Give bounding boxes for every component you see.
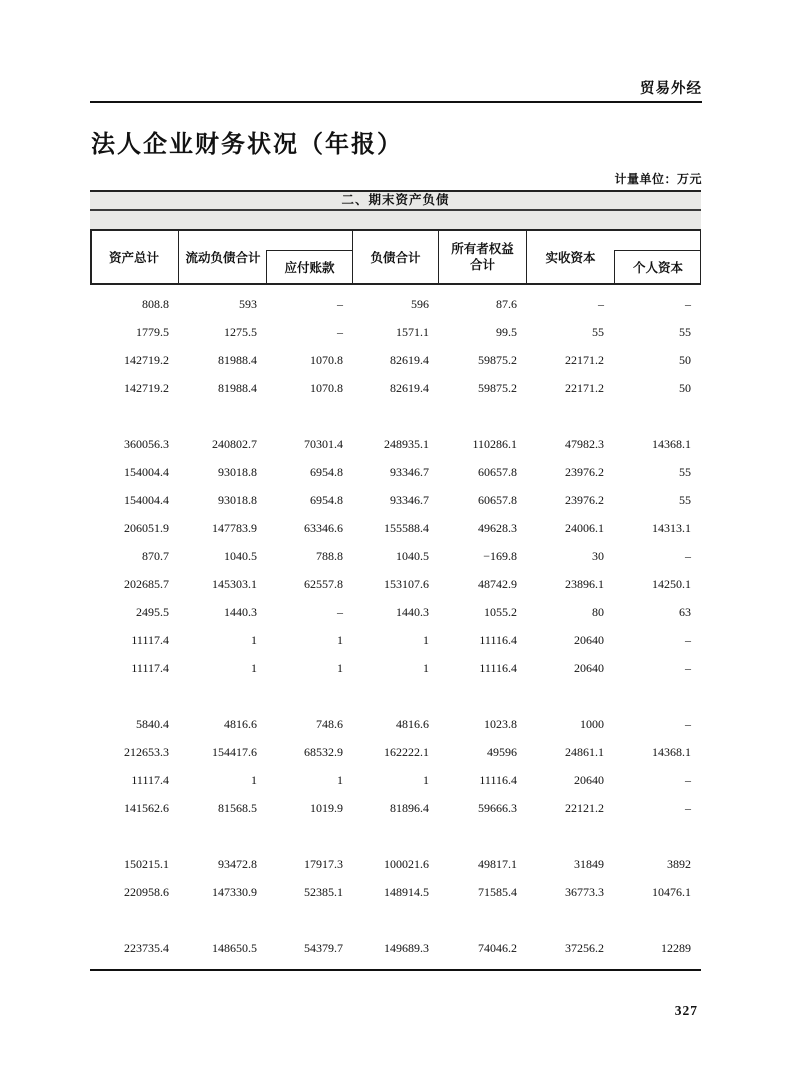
table-cell: 5840.4 [136, 717, 169, 731]
table-cell: 202685.7 [124, 577, 169, 591]
table-cell: 1023.8 [484, 717, 517, 731]
table-row [90, 458, 701, 486]
table-row [90, 514, 701, 542]
table-cell: 14368.1 [652, 437, 691, 451]
table-cell: 1040.5 [224, 549, 257, 563]
table-cell: 142719.2 [124, 381, 169, 395]
table-row [90, 766, 701, 794]
table-row-spacer [90, 822, 701, 850]
table-cell: – [685, 717, 691, 731]
page-title: 法人企业财务状况（年报） [91, 132, 403, 158]
table-cell: 14368.1 [652, 745, 691, 759]
table-cell: 10476.1 [652, 885, 691, 899]
table-cell: 54379.7 [304, 941, 343, 955]
table-cell: 20640 [574, 661, 604, 675]
table-row [90, 542, 701, 570]
table-cell: 1440.3 [224, 605, 257, 619]
column-header-accounts-payable-box [266, 250, 352, 283]
table-cell: 142719.2 [124, 353, 169, 367]
table-cell: 3892 [667, 857, 691, 871]
table-cell: 80 [592, 605, 604, 619]
table-cell: 1070.8 [310, 381, 343, 395]
table-cell: 154004.4 [124, 493, 169, 507]
table-cell: 154417.6 [212, 745, 257, 759]
table-row [90, 850, 701, 878]
table-header-row [90, 231, 701, 285]
table-row [90, 878, 701, 906]
table-cell: 36773.3 [565, 885, 604, 899]
table-cell: 70301.4 [304, 437, 343, 451]
table-cell: 154004.4 [124, 465, 169, 479]
table-cell: 87.6 [496, 297, 517, 311]
table-cell: 81988.4 [218, 381, 257, 395]
table-cell: – [685, 661, 691, 675]
table-row [90, 738, 701, 766]
table-cell: – [685, 801, 691, 815]
table-cell: 30 [592, 549, 604, 563]
table-section-title: 二、期末资产负债 [90, 190, 701, 211]
table-cell: 59875.2 [478, 381, 517, 395]
column-group-current-liabilities [179, 231, 353, 283]
table-cell: 1 [337, 661, 343, 675]
table-row [90, 430, 701, 458]
table-cell: 12289 [661, 941, 691, 955]
table-cell: 23976.2 [565, 493, 604, 507]
table-cell: 59875.2 [478, 353, 517, 367]
table-row [90, 290, 701, 318]
table-row [90, 654, 701, 682]
table-cell: 870.7 [142, 549, 169, 563]
table-row [90, 318, 701, 346]
table-cell: 149689.3 [384, 941, 429, 955]
table-cell: 52385.1 [304, 885, 343, 899]
table-cell: 17917.3 [304, 857, 343, 871]
table-cell: 23896.1 [565, 577, 604, 591]
table-cell: 748.6 [316, 717, 343, 731]
running-head-label: 贸易外经 [640, 77, 702, 103]
table-cell: 4816.6 [224, 717, 257, 731]
table-cell: 20640 [574, 633, 604, 647]
table-cell: 1055.2 [484, 605, 517, 619]
table-row-spacer [90, 682, 701, 710]
table-cell: 68532.9 [304, 745, 343, 759]
table-row-spacer [90, 906, 701, 934]
table-cell: 240802.7 [212, 437, 257, 451]
table-cell: 1070.8 [310, 353, 343, 367]
column-header-current-liabilities: 流动负债合计 [185, 251, 261, 265]
table-cell: 14250.1 [652, 577, 691, 591]
table-row [90, 598, 701, 626]
table-row [90, 570, 701, 598]
table-cell: 49596 [487, 745, 517, 759]
table-cell: 74046.2 [478, 941, 517, 955]
table-cell: 48742.9 [478, 577, 517, 591]
table-cell: 71585.4 [478, 885, 517, 899]
table-cell: 82619.4 [390, 381, 429, 395]
table-cell: 93346.7 [390, 465, 429, 479]
table-row [90, 710, 701, 738]
column-header-personal-capital: 个人资本 [632, 261, 683, 275]
table-cell: 1040.5 [396, 549, 429, 563]
table-cell: 248935.1 [384, 437, 429, 451]
table-cell: 110286.1 [472, 437, 517, 451]
table-cell: 206051.9 [124, 521, 169, 535]
table-cell: 49817.1 [478, 857, 517, 871]
table-row [90, 934, 701, 962]
table-cell: 24861.1 [565, 745, 604, 759]
table-cell: 55 [679, 325, 691, 339]
table-cell: 23976.2 [565, 465, 604, 479]
table-cell: 99.5 [496, 325, 517, 339]
table-row [90, 486, 701, 514]
table-row [90, 346, 701, 374]
table-cell: 47982.3 [565, 437, 604, 451]
table-cell: 1 [423, 633, 429, 647]
column-header-owners-equity [439, 231, 527, 283]
table-cell: 1019.9 [310, 801, 343, 815]
table-cell: 49628.3 [478, 521, 517, 535]
table-cell: 593 [239, 297, 257, 311]
table-cell: 55 [679, 493, 691, 507]
table-cell: 6954.8 [310, 465, 343, 479]
column-header-total-liabilities: 负债合计 [353, 231, 439, 283]
table-cell: 62557.8 [304, 577, 343, 591]
table-cell: 11116.4 [479, 633, 517, 647]
table-cell: 20640 [574, 773, 604, 787]
table-cell: 11116.4 [479, 773, 517, 787]
table-cell: −169.8 [483, 549, 517, 563]
table-cell: 11117.4 [131, 773, 169, 787]
table-cell: 155588.4 [384, 521, 429, 535]
financial-table [90, 190, 701, 971]
column-header-total-assets: 资产总计 [90, 231, 179, 283]
table-cell: 63 [679, 605, 691, 619]
running-head-rule [90, 101, 702, 103]
table-cell: 93346.7 [390, 493, 429, 507]
page-number: 327 [674, 1003, 698, 1018]
table-row [90, 374, 701, 402]
table-cell: 55 [679, 465, 691, 479]
table-row [90, 626, 701, 654]
table-cell: 223735.4 [124, 941, 169, 955]
table-cell: 1571.1 [396, 325, 429, 339]
table-cell: 81896.4 [390, 801, 429, 815]
table-cell: 31849 [574, 857, 604, 871]
table-cell: 24006.1 [565, 521, 604, 535]
table-cell: 808.8 [142, 297, 169, 311]
table-cell: – [685, 549, 691, 563]
table-body [90, 285, 701, 971]
table-row [90, 794, 701, 822]
table-cell: 11116.4 [479, 661, 517, 675]
table-cell: – [685, 297, 691, 311]
table-cell: 93472.8 [218, 857, 257, 871]
table-cell: 100021.6 [384, 857, 429, 871]
table-cell: 1275.5 [224, 325, 257, 339]
table-cell: 1440.3 [396, 605, 429, 619]
table-cell: – [337, 297, 343, 311]
table-cell: 1000 [580, 717, 604, 731]
table-cell: 60657.8 [478, 493, 517, 507]
column-header-owners-equity-label: 所有者权益合计 [451, 241, 514, 272]
table-cell: 1 [423, 661, 429, 675]
table-cell: 1 [251, 661, 257, 675]
table-cell: 82619.4 [390, 353, 429, 367]
column-header-accounts-payable: 应付账款 [284, 261, 335, 275]
table-cell: 141562.6 [124, 801, 169, 815]
table-cell: 1 [251, 633, 257, 647]
table-cell: – [337, 605, 343, 619]
table-cell: – [685, 633, 691, 647]
table-cell: 145303.1 [212, 577, 257, 591]
table-cell: 22171.2 [565, 353, 604, 367]
table-cell: 220958.6 [124, 885, 169, 899]
table-cell: 1 [337, 773, 343, 787]
table-cell: 212653.3 [124, 745, 169, 759]
table-cell: 37256.2 [565, 941, 604, 955]
table-cell: 147330.9 [212, 885, 257, 899]
table-cell: 360056.3 [124, 437, 169, 451]
table-cell: 788.8 [316, 549, 343, 563]
table-cell: – [685, 773, 691, 787]
table-cell: 596 [411, 297, 429, 311]
table-cell: 55 [592, 325, 604, 339]
table-cell: 14313.1 [652, 521, 691, 535]
table-cell: 50 [679, 381, 691, 395]
column-header-paid-in-capital: 实收资本 [545, 251, 596, 265]
running-head [90, 77, 702, 103]
table-cell: 2495.5 [136, 605, 169, 619]
table-cell: 50 [679, 353, 691, 367]
table-cell: – [337, 325, 343, 339]
table-cell: 59666.3 [478, 801, 517, 815]
table-cell: 11117.4 [131, 661, 169, 675]
table-cell: 81988.4 [218, 353, 257, 367]
table-row-spacer [90, 402, 701, 430]
table-cell: 60657.8 [478, 465, 517, 479]
table-cell: 1 [251, 773, 257, 787]
unit-note: 计量单位：万元 [614, 172, 702, 186]
table-cell: 22121.2 [565, 801, 604, 815]
table-cell: 1779.5 [136, 325, 169, 339]
table-cell: 148650.5 [212, 941, 257, 955]
column-group-paid-in-capital [527, 231, 701, 283]
table-cell: – [598, 297, 604, 311]
table-cell: 63346.6 [304, 521, 343, 535]
table-cell: 148914.5 [384, 885, 429, 899]
column-header-personal-capital-box [614, 250, 701, 283]
table-cell: 150215.1 [124, 857, 169, 871]
table-cell: 147783.9 [212, 521, 257, 535]
table-cell: 6954.8 [310, 493, 343, 507]
table-cell: 81568.5 [218, 801, 257, 815]
table-empty-band [90, 211, 701, 231]
table-cell: 93018.8 [218, 465, 257, 479]
table-cell: 93018.8 [218, 493, 257, 507]
table-cell: 4816.6 [396, 717, 429, 731]
table-cell: 1 [423, 773, 429, 787]
table-cell: 153107.6 [384, 577, 429, 591]
table-cell: 1 [337, 633, 343, 647]
table-cell: 162222.1 [384, 745, 429, 759]
table-cell: 11117.4 [131, 633, 169, 647]
table-cell: 22171.2 [565, 381, 604, 395]
